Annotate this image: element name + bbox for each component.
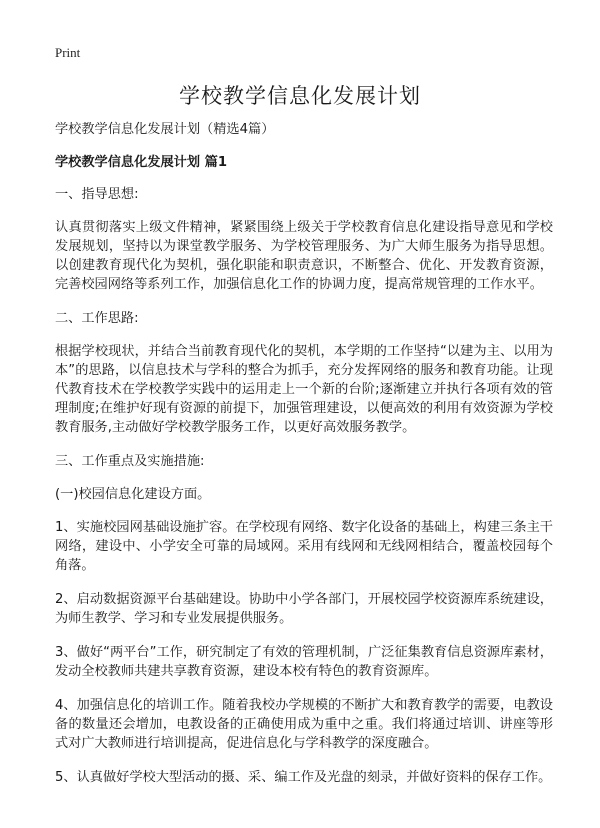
print-link[interactable]: Print <box>55 45 81 60</box>
document-subtitle: 学校教学信息化发展计划（精选4篇） <box>55 122 275 137</box>
list-item: 1、实施校园网基础设施扩容。在学校现有网络、数字化设备的基础上，构建三条主干网络，建设中、小学安全可靠的局域网。采用有线网和无线网相结合，覆盖校园每个角落。 <box>55 520 553 573</box>
heading-guiding-ideology: 一、指导思想: <box>55 187 139 202</box>
list-item: 2、启动数据资源平台基础建设。协助中小学各部门，开展校园学校资源库系统建设，为师生教学、学习和专业发展提供服务。 <box>55 592 553 626</box>
paragraph-work-approach: 根据学校现状，并结合当前教育现代化的契机，本学期的工作坚持“以建为主、以用为本”的思路，以信息技术与学科的整合为抓手，充分发挥网络的服务和教育功能。让现代教育技术在学校教学实践中的运用走上一个新的台阶;逐渐建立并执行各项有效的管理制度;在维护好现有资源的前提下，加强管理建设，以便高效的利用有效资源为学校教育服务,主动做好学校教学服务工作，以更好高效服务教学。 <box>55 344 553 435</box>
subheading-campus-it: (一)校园信息化建设方面。 <box>55 487 211 502</box>
document-body <box>55 120 553 802</box>
list-item: 3、做好“两平台”工作，研究制定了有效的管理机制，广泛征集教育信息资源库素材，发动全校教师共建共享教育资源，建设本校有特色的教育资源库。 <box>55 645 553 679</box>
list-item: 5、认真做好学校大型活动的摄、采、编工作及光盘的刻录，并做好资料的保存工作。 <box>55 770 552 785</box>
section-title: 学校教学信息化发展计划 篇1 <box>55 155 228 170</box>
list-item: 4、加强信息化的培训工作。随着我校办学规模的不断扩大和教育教学的需要，电教设备的数量还会增加，电教设备的正确使用成为重中之重。我们将通过培训、讲座等形式对广大教师进行培训提高，促进信息化与学科教学的深度融合。 <box>55 698 553 751</box>
heading-work-approach: 二、工作思路: <box>55 311 139 326</box>
page-title: 学校教学信息化发展计划 <box>179 84 421 108</box>
heading-key-measures: 三、工作重点及实施措施: <box>55 454 205 469</box>
paragraph-guiding-ideology: 认真贯彻落实上级文件精神，紧紧围绕上级关于学校教育信息化建设指导意见和学校发展规划，坚持以为课堂教学服务、为学校管理服务、为广大师生服务为指导思想。以创建教育现代化为契机，强化职能和职责意识，不断整合、优化、开发教育资源，完善校园网络等系列工作，加强信息化工作的协调力度，提高常规管理的工作水平。 <box>55 220 553 292</box>
